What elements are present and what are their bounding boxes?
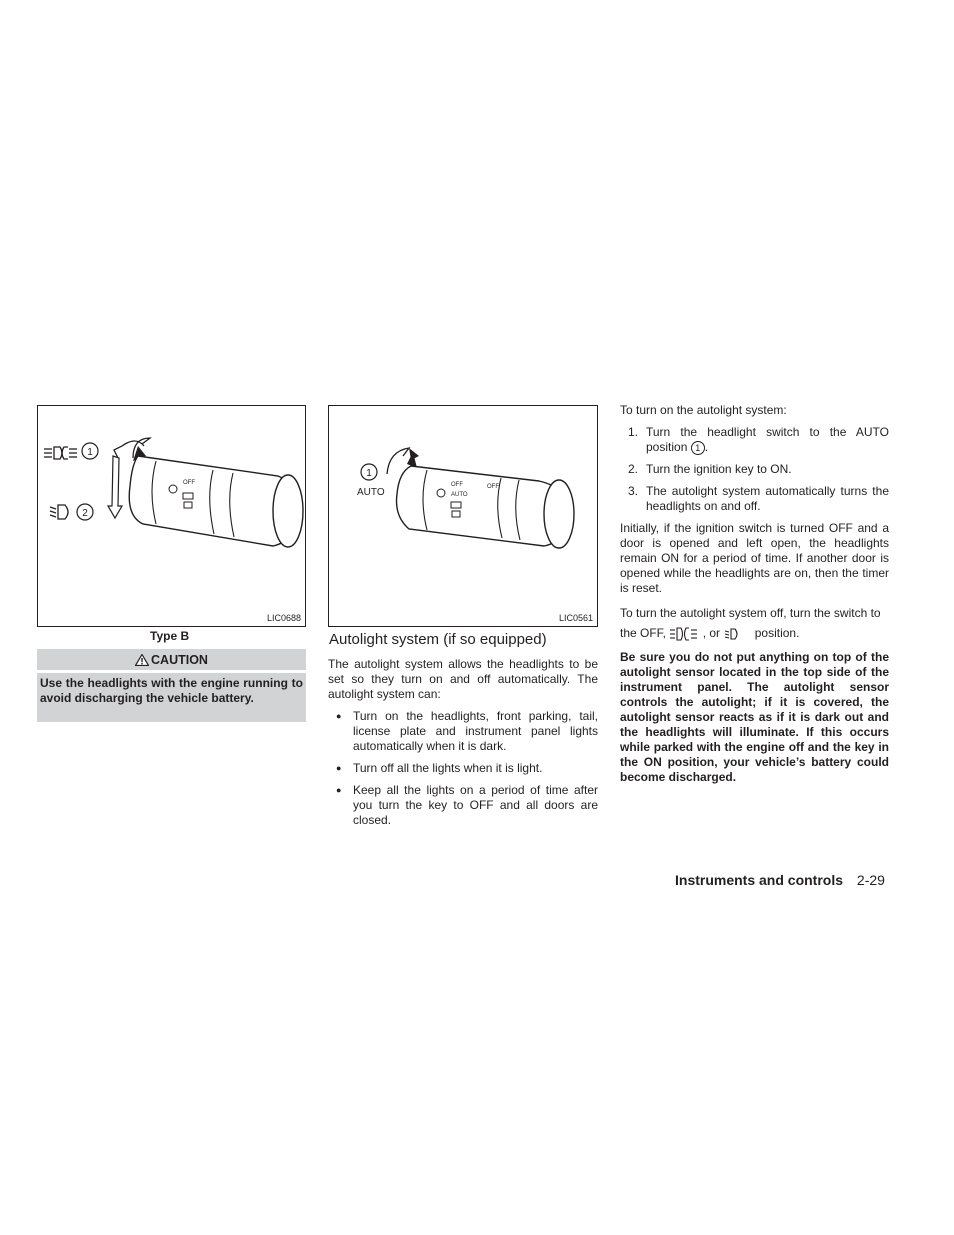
list-item: 1. Turn the headlight switch to the AUTO position 1 . <box>628 425 889 454</box>
figure-headlight-switch-type-b <box>37 405 306 627</box>
caution-heading: CAUTION <box>37 649 306 670</box>
figure2-label-auto: AUTO <box>357 487 385 498</box>
figure2-label-1: 1 <box>366 468 372 479</box>
svg-text:AUTO: AUTO <box>451 492 468 498</box>
footer-section-name: Instruments and controls <box>675 872 844 888</box>
section-title: Autolight system (if so equipped) <box>329 631 547 648</box>
svg-text:OFF: OFF <box>451 482 463 488</box>
autolight-switch-illustration <box>329 406 597 626</box>
low-beam-icon <box>723 627 743 641</box>
section-intro: The autolight system allows the headlights to be set so they turn on and off automatically. The autolight system can: <box>328 657 598 701</box>
list-item: 2. Turn the ignition key to ON. <box>628 462 792 476</box>
headlight-switch-illustration <box>38 406 305 626</box>
list-item: 3. The autolight system automatically turns the headlights on and off. <box>628 484 889 513</box>
page-footer <box>675 872 885 888</box>
sensor-warning: Be sure you do not put anything on top of the autolight sensor located in the top side of the instrument panel. The autolight sensor controls the autolight; if it is covered, the autolight sensor reacts as if it is dark out and the headlights will illuminate. If this occurs while parked with the engine off and the key in the ON position, your vehicle’s battery could become discharged. <box>620 650 889 784</box>
svg-text:OFF: OFF <box>183 480 195 486</box>
figure1-code: LIC0688 <box>266 613 301 623</box>
figure1-caption: Type B <box>150 629 190 643</box>
autolight-capabilities-list <box>328 709 598 828</box>
list-item: ● Turn off all the lights when it is light. <box>328 761 598 776</box>
low-beam-icon <box>50 505 68 519</box>
initially-paragraph: Initially, if the ignition switch is turned OFF and a door is opened and left open, the headlights remain ON for a period of time. If another door is opened while the headlights are on, then the timer is reset. <box>620 521 889 595</box>
high-beam-icon <box>669 627 699 641</box>
high-beam-icon <box>44 447 77 459</box>
right-column <box>620 403 889 785</box>
list-item: ● Keep all the lights on a period of time after you turn the key to OFF and all doors are closed. <box>328 783 598 828</box>
figure-autolight-switch <box>328 405 598 627</box>
down-arrow-icon <box>108 456 122 518</box>
list-item: ● Turn on the headlights, front parking, tail, license plate and instrument panel lights automatically when it is dark. <box>328 709 598 754</box>
middle-column <box>328 657 598 835</box>
page-number: 2-29 <box>856 872 885 888</box>
turn-on-steps <box>620 425 889 514</box>
figure1-label-2: 2 <box>82 508 88 519</box>
caution-text: Use the headlights with the engine running to avoid discharging the vehicle battery. <box>37 673 306 722</box>
turn-off-paragraph: To turn the autolight system off, turn the switch to the OFF, , or position. <box>620 606 881 640</box>
figure2-code: LIC0561 <box>558 613 593 623</box>
warning-triangle-icon <box>135 654 149 666</box>
turn-on-intro: To turn on the autolight system: <box>620 403 787 417</box>
ref-circle-1: 1 <box>691 441 705 455</box>
svg-text:OFF: OFF <box>487 484 499 490</box>
figure1-label-1: 1 <box>87 447 93 458</box>
